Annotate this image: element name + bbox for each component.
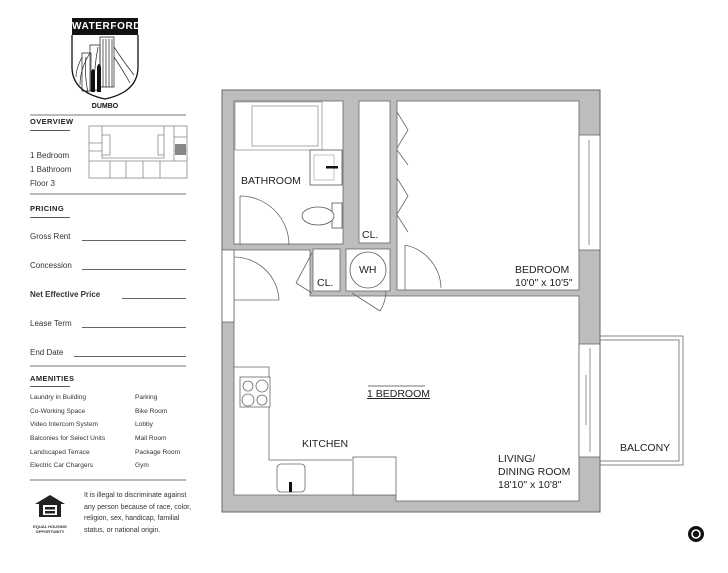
end-date-label: End Date [30, 348, 64, 357]
amenity-item: Laundry in Building [30, 394, 87, 401]
brand-mark-icon [688, 526, 704, 542]
water-heater-label: WH [359, 264, 377, 276]
bathrooms-count: 1 Bathroom [30, 165, 72, 174]
kitchen-faucet [289, 482, 292, 492]
amenity-item: Gym [135, 462, 149, 470]
pricing-heading: PRICING [30, 204, 65, 213]
amenity-item: Co-Working Space [30, 407, 86, 415]
amenity-item: Landscaped Terrace [30, 448, 90, 456]
svg-text:DUMBO: DUMBO [91, 103, 119, 109]
net-effective-price-label: Net Effective Price [30, 290, 101, 299]
living-size: 18'10" x 10'8" [498, 479, 562, 491]
closet-label: CL. [362, 229, 379, 241]
bedroom-label: BEDROOM [515, 264, 570, 276]
concession-label: Concession [30, 261, 72, 270]
amenity-item: Package Room [135, 448, 181, 456]
bedrooms-count: 1 Bedroom [30, 151, 70, 160]
amenity-item: Video Intercom System [30, 421, 99, 429]
kitchen-label: KITCHEN [302, 438, 349, 450]
equal-housing-caption: EQUAL HOUSING OPPORTUNITY [33, 524, 67, 534]
gross-rent-label: Gross Rent [30, 232, 71, 241]
amenity-item: Lobby [135, 421, 153, 429]
bathroom-sink [310, 150, 342, 185]
living-label: LIVING/ [498, 453, 536, 465]
bathroom-label: BATHROOM [241, 175, 301, 187]
lease-term-label: Lease Term [30, 319, 72, 328]
unit-type-title: 1 BEDROOM [367, 388, 431, 400]
overview-heading: OVERVIEW [30, 117, 74, 126]
bedroom-size: 10'0" x 10'5" [515, 277, 573, 289]
dining-label: DINING ROOM [498, 466, 571, 478]
amenity-item: Electric Car Chargers [30, 462, 94, 470]
amenity-item: Bike Room [135, 407, 168, 415]
amenities-heading: AMENITIES [30, 374, 75, 383]
amenity-item: Parking [135, 394, 158, 401]
balcony-label: BALCONY [620, 442, 671, 454]
amenity-item: Balconies for Select Units [30, 435, 106, 443]
floor-number: Floor 3 [30, 179, 55, 188]
bathtub [235, 102, 322, 150]
closet-label: CL. [317, 277, 334, 289]
walls [222, 90, 600, 512]
fair-housing-notice: It is illegal to discriminate against any person because of race, color, religion, sex, handicap, familial status, or national origin. [84, 492, 192, 534]
logo-text: WATERFORD [72, 21, 142, 32]
amenity-item: Mail Room [135, 435, 167, 443]
